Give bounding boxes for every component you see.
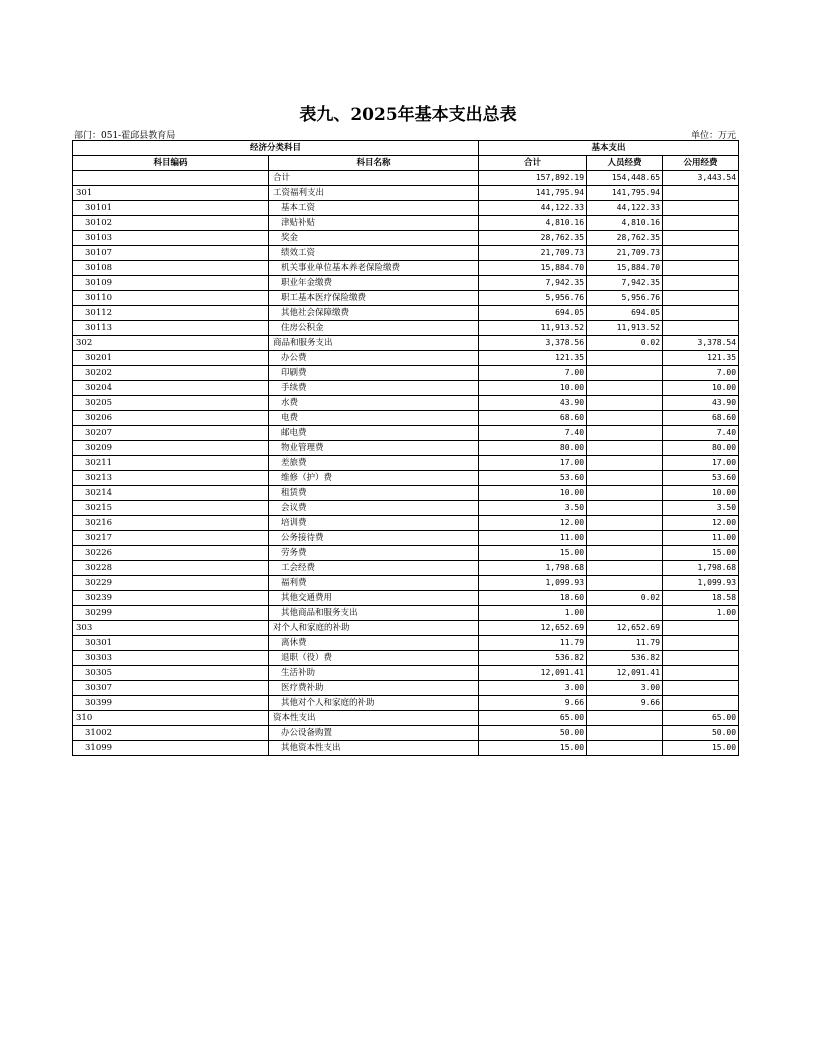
cell-personnel: 15,884.70 xyxy=(587,261,663,276)
cell-total: 5,956.76 xyxy=(479,291,587,306)
cell-total: 10.00 xyxy=(479,381,587,396)
cell-total: 11.00 xyxy=(479,531,587,546)
cell-personnel xyxy=(587,741,663,756)
cell-name: 奖金 xyxy=(269,231,479,246)
cell-personnel: 141,795.94 xyxy=(587,186,663,201)
cell-code: 30107 xyxy=(73,246,269,261)
cell-personnel xyxy=(587,351,663,366)
cell-personnel: 12,091.41 xyxy=(587,666,663,681)
cell-public: 3,378.54 xyxy=(663,336,739,351)
cell-total: 536.82 xyxy=(479,651,587,666)
cell-code: 30226 xyxy=(73,546,269,561)
cell-name: 其他交通费用 xyxy=(269,591,479,606)
cell-total: 694.05 xyxy=(479,306,587,321)
cell-name: 住房公积金 xyxy=(269,321,479,336)
cell-total: 18.60 xyxy=(479,591,587,606)
table-row xyxy=(73,546,739,561)
cell-name: 培训费 xyxy=(269,516,479,531)
cell-personnel: 9.66 xyxy=(587,696,663,711)
table-row xyxy=(73,711,739,726)
cell-total: 7.00 xyxy=(479,366,587,381)
cell-code: 30299 xyxy=(73,606,269,621)
cell-personnel xyxy=(587,606,663,621)
cell-name: 办公设备购置 xyxy=(269,726,479,741)
cell-code: 30207 xyxy=(73,426,269,441)
cell-code: 30113 xyxy=(73,321,269,336)
table-row xyxy=(73,276,739,291)
cell-total: 3.00 xyxy=(479,681,587,696)
cell-code: 30108 xyxy=(73,261,269,276)
header-public: 公用经费 xyxy=(663,156,739,171)
cell-personnel xyxy=(587,426,663,441)
cell-name: 津贴补贴 xyxy=(269,216,479,231)
table-row xyxy=(73,666,739,681)
cell-total: 10.00 xyxy=(479,486,587,501)
cell-total: 11,913.52 xyxy=(479,321,587,336)
cell-public: 43.90 xyxy=(663,396,739,411)
cell-code: 30399 xyxy=(73,696,269,711)
cell-name: 邮电费 xyxy=(269,426,479,441)
cell-personnel: 21,709.73 xyxy=(587,246,663,261)
cell-code: 30303 xyxy=(73,651,269,666)
cell-code: 303 xyxy=(73,621,269,636)
cell-public: 12.00 xyxy=(663,516,739,531)
cell-personnel: 154,448.65 xyxy=(587,171,663,186)
cell-public xyxy=(663,231,739,246)
cell-code: 30202 xyxy=(73,366,269,381)
page-title: 表九、2025年基本支出总表 xyxy=(299,105,517,125)
cell-name: 合计 xyxy=(269,171,479,186)
cell-code: 30201 xyxy=(73,351,269,366)
table-row xyxy=(73,171,739,186)
cell-public xyxy=(663,261,739,276)
cell-code: 30110 xyxy=(73,291,269,306)
table-row xyxy=(73,456,739,471)
cell-personnel xyxy=(587,396,663,411)
cell-code: 301 xyxy=(73,186,269,201)
cell-total: 1,798.68 xyxy=(479,561,587,576)
cell-public xyxy=(663,186,739,201)
table-row xyxy=(73,201,739,216)
table-row xyxy=(73,636,739,651)
cell-name: 职工基本医疗保险缴费 xyxy=(269,291,479,306)
cell-personnel xyxy=(587,531,663,546)
cell-personnel: 11.79 xyxy=(587,636,663,651)
cell-personnel xyxy=(587,726,663,741)
cell-code: 30209 xyxy=(73,441,269,456)
cell-public xyxy=(663,321,739,336)
cell-total: 15.00 xyxy=(479,741,587,756)
cell-total: 68.60 xyxy=(479,411,587,426)
cell-code: 30301 xyxy=(73,636,269,651)
table-row xyxy=(73,351,739,366)
cell-personnel xyxy=(587,576,663,591)
cell-personnel: 5,956.76 xyxy=(587,291,663,306)
cell-code: 30213 xyxy=(73,471,269,486)
cell-code xyxy=(73,171,269,186)
cell-public xyxy=(663,666,739,681)
cell-code: 30305 xyxy=(73,666,269,681)
cell-public: 11.00 xyxy=(663,531,739,546)
cell-public: 17.00 xyxy=(663,456,739,471)
cell-name: 电费 xyxy=(269,411,479,426)
cell-personnel xyxy=(587,441,663,456)
table-row xyxy=(73,381,739,396)
table-row xyxy=(73,291,739,306)
cell-personnel xyxy=(587,366,663,381)
department-label: 部门：051-霍邱县教育局 xyxy=(74,131,176,141)
cell-code: 30109 xyxy=(73,276,269,291)
cell-public: 1,099.93 xyxy=(663,576,739,591)
cell-name: 其他商品和服务支出 xyxy=(269,606,479,621)
cell-name: 生活补助 xyxy=(269,666,479,681)
cell-code: 30112 xyxy=(73,306,269,321)
cell-total: 53.60 xyxy=(479,471,587,486)
cell-personnel: 0.02 xyxy=(587,591,663,606)
table-row xyxy=(73,426,739,441)
cell-personnel: 12,652.69 xyxy=(587,621,663,636)
cell-public xyxy=(663,681,739,696)
cell-code: 30204 xyxy=(73,381,269,396)
cell-name: 劳务费 xyxy=(269,546,479,561)
cell-total: 28,762.35 xyxy=(479,231,587,246)
cell-code: 30228 xyxy=(73,561,269,576)
cell-total: 50.00 xyxy=(479,726,587,741)
cell-personnel: 44,122.33 xyxy=(587,201,663,216)
cell-public: 68.60 xyxy=(663,411,739,426)
cell-total: 121.35 xyxy=(479,351,587,366)
cell-public: 53.60 xyxy=(663,471,739,486)
table-row xyxy=(73,591,739,606)
cell-personnel xyxy=(587,711,663,726)
cell-public: 15.00 xyxy=(663,741,739,756)
cell-public: 7.40 xyxy=(663,426,739,441)
cell-public xyxy=(663,216,739,231)
table-row xyxy=(73,366,739,381)
table-row xyxy=(73,606,739,621)
unit-label: 单位：万元 xyxy=(690,131,736,141)
table-row xyxy=(73,741,739,756)
cell-public: 80.00 xyxy=(663,441,739,456)
cell-code: 30102 xyxy=(73,216,269,231)
cell-total: 1.00 xyxy=(479,606,587,621)
cell-public xyxy=(663,276,739,291)
cell-personnel xyxy=(587,516,663,531)
cell-total: 65.00 xyxy=(479,711,587,726)
cell-total: 12,652.69 xyxy=(479,621,587,636)
cell-public: 50.00 xyxy=(663,726,739,741)
cell-total: 1,099.93 xyxy=(479,576,587,591)
cell-code: 31002 xyxy=(73,726,269,741)
cell-total: 21,709.73 xyxy=(479,246,587,261)
table-row xyxy=(73,561,739,576)
cell-public xyxy=(663,636,739,651)
cell-code: 30101 xyxy=(73,201,269,216)
cell-public: 3,443.54 xyxy=(663,171,739,186)
cell-total: 157,892.19 xyxy=(479,171,587,186)
cell-public xyxy=(663,696,739,711)
cell-public xyxy=(663,651,739,666)
cell-personnel: 3.00 xyxy=(587,681,663,696)
cell-code: 30216 xyxy=(73,516,269,531)
cell-personnel: 7,942.35 xyxy=(587,276,663,291)
header-basic-expenditure: 基本支出 xyxy=(479,141,739,156)
cell-name: 维修（护）费 xyxy=(269,471,479,486)
cell-public: 1.00 xyxy=(663,606,739,621)
cell-total: 15.00 xyxy=(479,546,587,561)
header-name: 科目名称 xyxy=(269,156,479,171)
table-row xyxy=(73,396,739,411)
header-total: 合计 xyxy=(479,156,587,171)
cell-public xyxy=(663,621,739,636)
cell-name: 其他资本性支出 xyxy=(269,741,479,756)
cell-name: 物业管理费 xyxy=(269,441,479,456)
table-row xyxy=(73,516,739,531)
cell-total: 15,884.70 xyxy=(479,261,587,276)
cell-total: 9.66 xyxy=(479,696,587,711)
header-economic-classification: 经济分类科目 xyxy=(73,141,479,156)
cell-name: 商品和服务支出 xyxy=(269,336,479,351)
cell-public xyxy=(663,246,739,261)
cell-public: 65.00 xyxy=(663,711,739,726)
table-row xyxy=(73,696,739,711)
cell-public xyxy=(663,306,739,321)
cell-personnel xyxy=(587,501,663,516)
cell-total: 12,091.41 xyxy=(479,666,587,681)
cell-public: 10.00 xyxy=(663,381,739,396)
cell-name: 租赁费 xyxy=(269,486,479,501)
cell-personnel xyxy=(587,546,663,561)
cell-name: 对个人和家庭的补助 xyxy=(269,621,479,636)
cell-name: 差旅费 xyxy=(269,456,479,471)
cell-name: 资本性支出 xyxy=(269,711,479,726)
cell-public: 18.58 xyxy=(663,591,739,606)
cell-name: 工会经费 xyxy=(269,561,479,576)
cell-code: 30215 xyxy=(73,501,269,516)
cell-personnel: 4,810.16 xyxy=(587,216,663,231)
cell-total: 3,378.56 xyxy=(479,336,587,351)
cell-personnel xyxy=(587,486,663,501)
cell-personnel: 694.05 xyxy=(587,306,663,321)
cell-name: 绩效工资 xyxy=(269,246,479,261)
table-row xyxy=(73,501,739,516)
cell-code: 30217 xyxy=(73,531,269,546)
cell-public xyxy=(663,201,739,216)
table-row xyxy=(73,531,739,546)
cell-code: 30214 xyxy=(73,486,269,501)
cell-name: 福利费 xyxy=(269,576,479,591)
table-row xyxy=(73,216,739,231)
table-body xyxy=(73,171,739,756)
cell-public xyxy=(663,291,739,306)
cell-total: 7,942.35 xyxy=(479,276,587,291)
cell-public: 10.00 xyxy=(663,486,739,501)
cell-total: 17.00 xyxy=(479,456,587,471)
table-row xyxy=(73,231,739,246)
table-row xyxy=(73,681,739,696)
cell-name: 离休费 xyxy=(269,636,479,651)
cell-total: 80.00 xyxy=(479,441,587,456)
cell-name: 水费 xyxy=(269,396,479,411)
cell-code: 30206 xyxy=(73,411,269,426)
cell-name: 退职（役）费 xyxy=(269,651,479,666)
cell-total: 3.50 xyxy=(479,501,587,516)
cell-name: 机关事业单位基本养老保险缴费 xyxy=(269,261,479,276)
cell-name: 会议费 xyxy=(269,501,479,516)
cell-personnel xyxy=(587,411,663,426)
table-row xyxy=(73,651,739,666)
cell-name: 其他社会保障缴费 xyxy=(269,306,479,321)
cell-code: 30205 xyxy=(73,396,269,411)
cell-total: 11.79 xyxy=(479,636,587,651)
cell-total: 43.90 xyxy=(479,396,587,411)
cell-code: 30239 xyxy=(73,591,269,606)
cell-code: 310 xyxy=(73,711,269,726)
table-row xyxy=(73,336,739,351)
cell-code: 30229 xyxy=(73,576,269,591)
cell-name: 职业年金缴费 xyxy=(269,276,479,291)
table-row xyxy=(73,321,739,336)
table-row xyxy=(73,441,739,456)
cell-public: 15.00 xyxy=(663,546,739,561)
cell-public: 3.50 xyxy=(663,501,739,516)
cell-personnel: 536.82 xyxy=(587,651,663,666)
cell-public: 1,798.68 xyxy=(663,561,739,576)
cell-personnel xyxy=(587,456,663,471)
cell-public: 121.35 xyxy=(663,351,739,366)
cell-personnel: 28,762.35 xyxy=(587,231,663,246)
table-row xyxy=(73,186,739,201)
cell-personnel: 11,913.52 xyxy=(587,321,663,336)
cell-name: 基本工资 xyxy=(269,201,479,216)
table-row xyxy=(73,471,739,486)
table-row xyxy=(73,486,739,501)
cell-name: 工资福利支出 xyxy=(269,186,479,201)
cell-total: 44,122.33 xyxy=(479,201,587,216)
table-row xyxy=(73,576,739,591)
table-row xyxy=(73,261,739,276)
header-personnel: 人员经费 xyxy=(587,156,663,171)
cell-total: 12.00 xyxy=(479,516,587,531)
cell-name: 印刷费 xyxy=(269,366,479,381)
cell-name: 公务接待费 xyxy=(269,531,479,546)
cell-public: 7.00 xyxy=(663,366,739,381)
cell-name: 办公费 xyxy=(269,351,479,366)
cell-personnel xyxy=(587,561,663,576)
table-row xyxy=(73,411,739,426)
cell-total: 4,810.16 xyxy=(479,216,587,231)
cell-code: 302 xyxy=(73,336,269,351)
cell-code: 30307 xyxy=(73,681,269,696)
table-row xyxy=(73,726,739,741)
header-code: 科目编码 xyxy=(73,156,269,171)
cell-total: 141,795.94 xyxy=(479,186,587,201)
cell-code: 30103 xyxy=(73,231,269,246)
cell-personnel xyxy=(587,381,663,396)
cell-personnel: 0.02 xyxy=(587,336,663,351)
cell-name: 其他对个人和家庭的补助 xyxy=(269,696,479,711)
expenditure-table xyxy=(72,140,739,756)
cell-code: 30211 xyxy=(73,456,269,471)
cell-name: 手续费 xyxy=(269,381,479,396)
table-row xyxy=(73,246,739,261)
cell-total: 7.40 xyxy=(479,426,587,441)
table-row xyxy=(73,621,739,636)
cell-name: 医疗费补助 xyxy=(269,681,479,696)
table-row xyxy=(73,306,739,321)
cell-code: 31099 xyxy=(73,741,269,756)
cell-personnel xyxy=(587,471,663,486)
